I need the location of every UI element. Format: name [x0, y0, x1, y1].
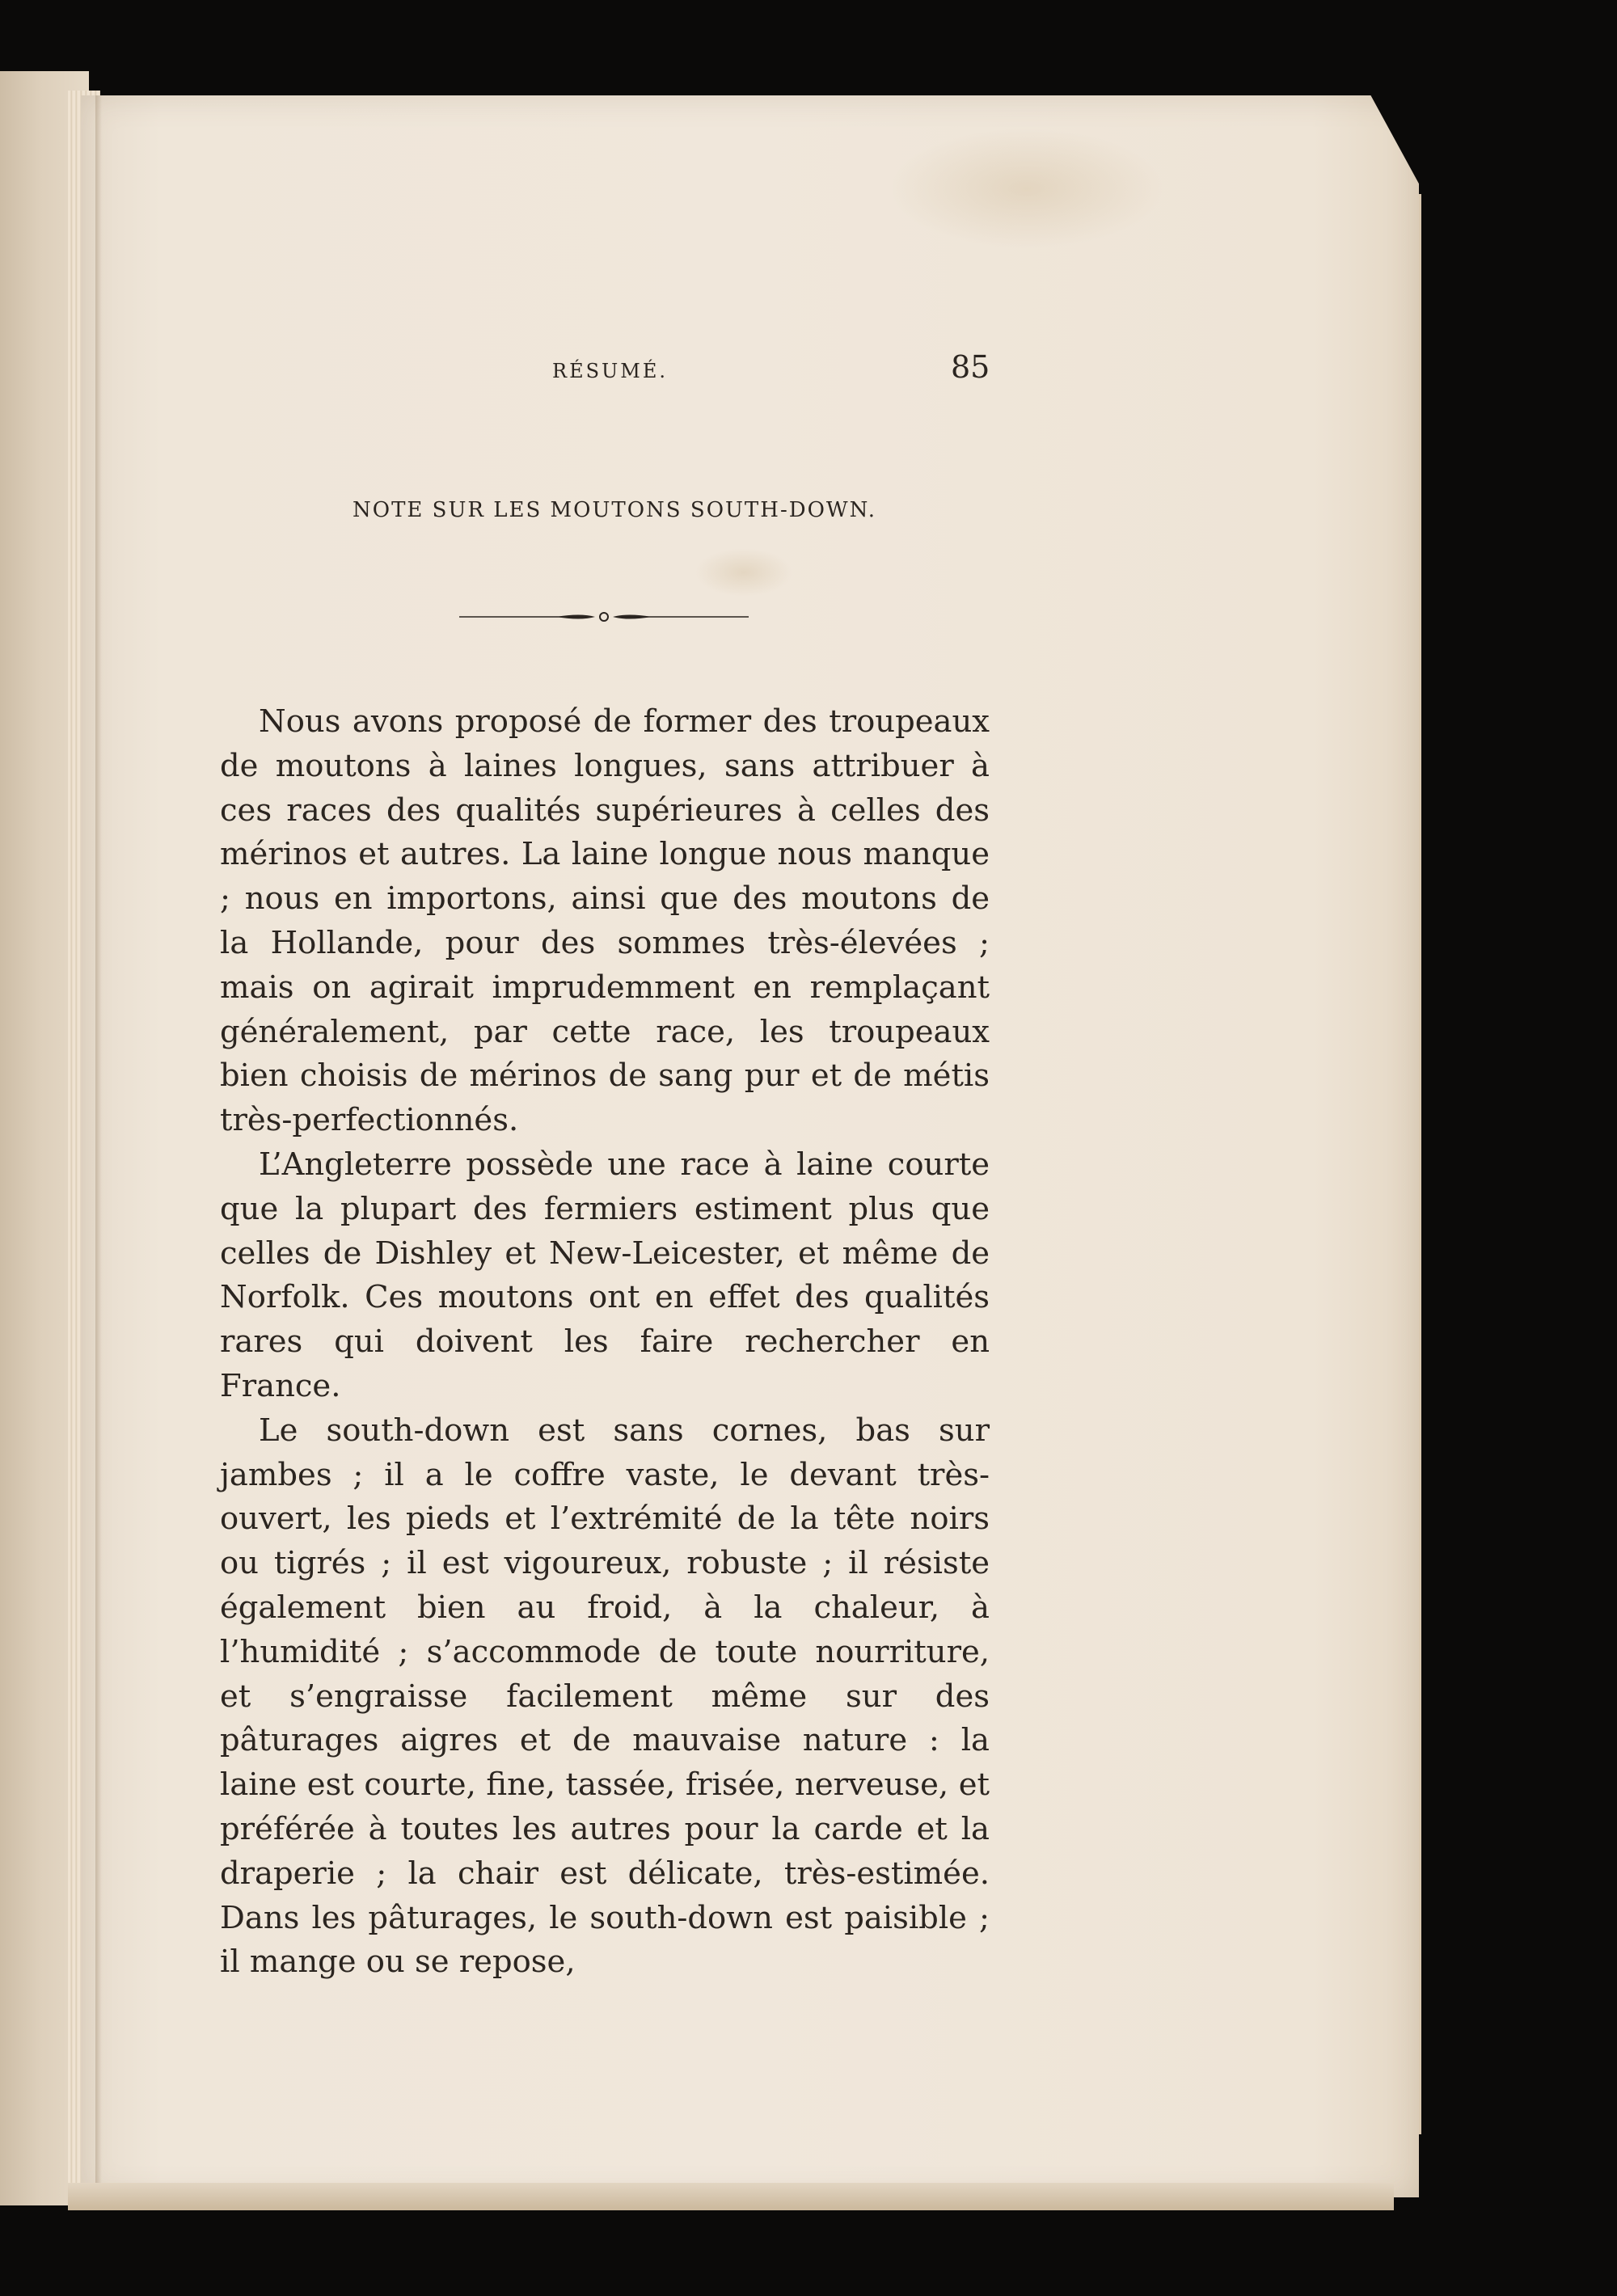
- body-text: [220, 700, 990, 1985]
- gutter-shadow: [95, 95, 102, 2197]
- article-title: NOTE SUR LES MOUTONS SOUTH-DOWN.: [353, 498, 876, 522]
- paragraph: L’Angleterre possède une race à laine courte que la plupart des fermiers estiment plus que celles de Dishley et New-Leicester, et même de Norfolk. Ces moutons ont en effet des qualités rares qui doivent les faire rechercher en France.: [220, 1146, 990, 1404]
- page-number: 85: [951, 349, 990, 385]
- paragraph: Le south-down est sans cornes, bas sur jambes ; il a le coffre vaste, le devant très-ouvert, les pieds et l’extrémité de la tête noirs ou tigrés ; il est vigoureux, robuste ; il résiste également bien au froid, à la chaleur, à l’humidité ; s’accommode de toute nourriture, et s’engraisse facilement même sur des pâturages aigres et de mauvaise nature : la laine est courte, fine, tassée, frisée, nerveuse, et préférée à toutes les autres pour la carde et la draperie ; la chair est délicate, très-estimée. Dans les pâturages, le south-down est paisible ; il mange ou se repose,: [220, 1412, 990, 1981]
- paper-stain: [695, 548, 792, 597]
- paper-stain: [889, 128, 1164, 249]
- paragraph: Nous avons proposé de former des troupeaux de moutons à laines longues, sans attribuer à ces races des qualités supérieures à celles des mérinos et autres. La laine longue nous manque ; nous en importons, ainsi que des moutons de la Hollande, pour des sommes très-élevées ; mais on agirait imprudemment en remplaçant généralement, par cette race, les troupeaux bien choisis de mérinos de sang pur et de métis très-perfectionnés.: [220, 703, 990, 1139]
- running-head: RÉSUMÉ.: [552, 360, 668, 382]
- ornamental-rule-icon: [459, 608, 749, 626]
- page-bottom-edge: [68, 2183, 1394, 2210]
